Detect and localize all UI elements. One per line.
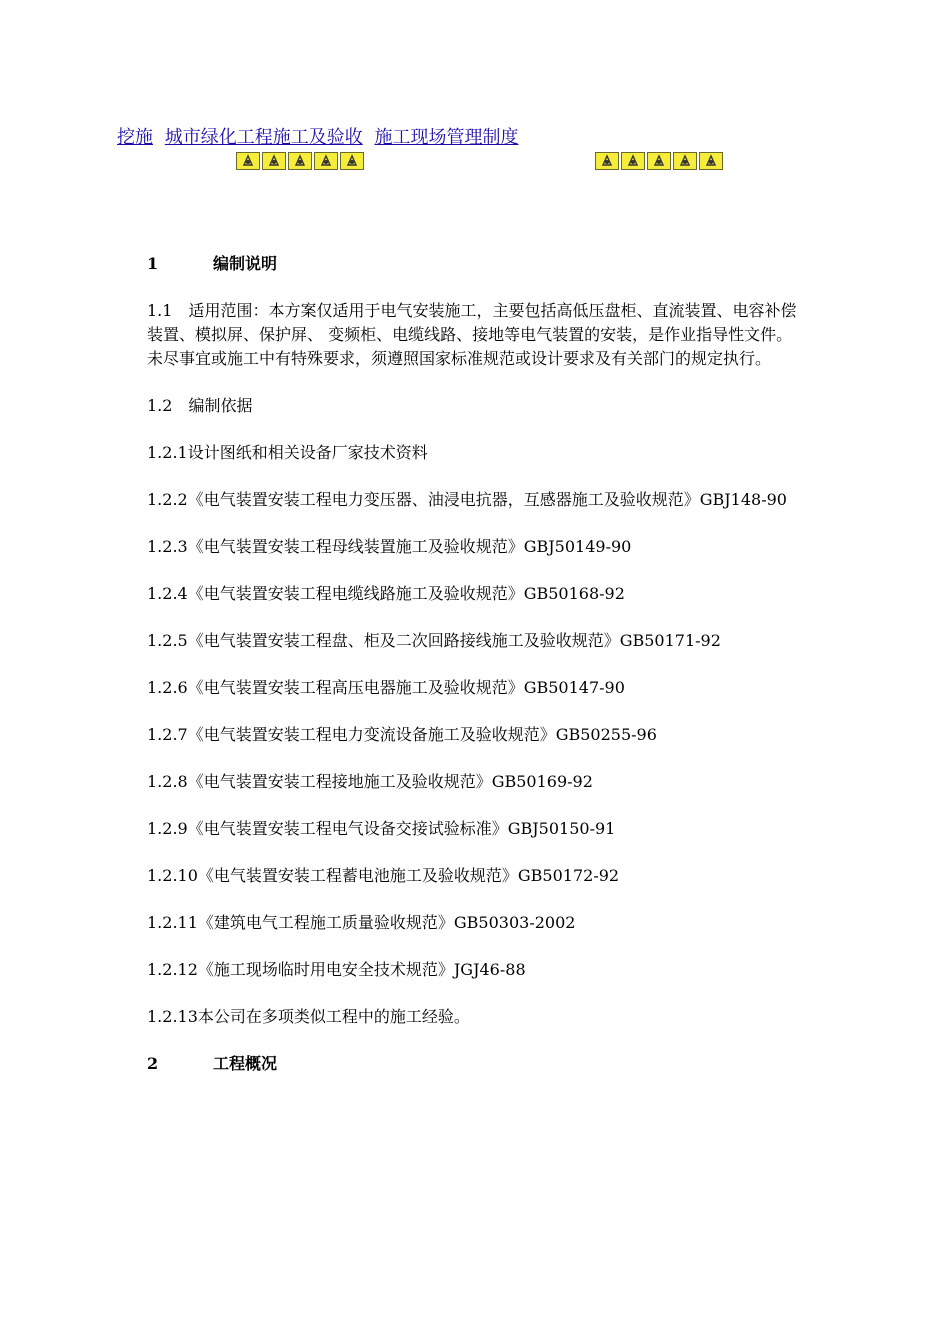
- section-heading-1: 1 编制说明: [147, 254, 278, 273]
- rating-badge-icon: [262, 152, 286, 170]
- rating-badge-icon: [699, 152, 723, 170]
- related-links: [117, 126, 524, 150]
- rating-badge-icon: [340, 152, 364, 170]
- rating-badge-icon: [647, 152, 671, 170]
- rating-badge-icon: [314, 152, 338, 170]
- paragraph-1-2-12: 1.2.12《施工现场临时用电安全技术规范》JGJ46-88: [147, 960, 526, 979]
- rating-badge-icon: [673, 152, 697, 170]
- paragraph-1-2-8: 1.2.8《电气装置安装工程接地施工及验收规范》GB50169-92: [147, 772, 593, 791]
- rating-badge-icon: [595, 152, 619, 170]
- paragraph-1-1: 1.1 适用范围：本方案仅适用于电气安装施工，主要包括高低压盘柜、直流装置、电容补偿装置、模拟屏、保护屏、 变频柜、电缆线路、接地等电气装置的安装，是作业指导性文件。未尽事宜或施工中有特殊要求，须遵照国家标准规范或设计要求及有关部门的规定执行。: [147, 301, 797, 368]
- paragraph-1-2: 1.2 编制依据: [147, 396, 253, 415]
- paragraph-1-2-3: 1.2.3《电气装置安装工程母线装置施工及验收规范》GBJ50149-90: [147, 537, 632, 556]
- document-body: [147, 252, 807, 1099]
- rating-badge-icon: [621, 152, 645, 170]
- rating-group-1: [236, 152, 366, 169]
- paragraph-1-2-11: 1.2.11《建筑电气工程施工质量验收规范》GB50303-2002: [147, 913, 576, 932]
- paragraph-1-2-13: 1.2.13本公司在多项类似工程中的施工经验。: [147, 1007, 470, 1026]
- paragraph-1-2-7: 1.2.7《电气装置安装工程电力变流设备施工及验收规范》GB50255-96: [147, 725, 657, 744]
- paragraph-1-2-6: 1.2.6《电气装置安装工程高压电器施工及验收规范》GB50147-90: [147, 678, 625, 697]
- paragraph-1-2-4: 1.2.4《电气装置安装工程电缆线路施工及验收规范》GB50168-92: [147, 584, 625, 603]
- link-site-management[interactable]: 施工现场管理制度: [374, 127, 519, 148]
- rating-badge-icon: [288, 152, 312, 170]
- paragraph-1-2-9: 1.2.9《电气装置安装工程电气设备交接试验标准》GBJ50150-91: [147, 819, 616, 838]
- paragraph-1-2-2: 1.2.2《电气装置安装工程电力变压器、油浸电抗器，互感器施工及验收规范》GBJ148-90: [147, 490, 787, 509]
- link-city-greening[interactable]: 城市绿化工程施工及验收: [164, 127, 363, 148]
- paragraph-1-2-5: 1.2.5《电气装置安装工程盘、柜及二次回路接线施工及验收规范》GB50171-92: [147, 631, 721, 650]
- section-heading-2: 2 工程概况: [147, 1054, 278, 1073]
- paragraph-1-2-10: 1.2.10《电气装置安装工程蓄电池施工及验收规范》GB50172-92: [147, 866, 620, 885]
- link-wa-shi[interactable]: 挖施: [117, 127, 153, 148]
- rating-badge-icon: [236, 152, 260, 170]
- rating-group-2: [595, 152, 725, 169]
- paragraph-1-2-1: 1.2.1设计图纸和相关设备厂家技术资料: [147, 443, 428, 462]
